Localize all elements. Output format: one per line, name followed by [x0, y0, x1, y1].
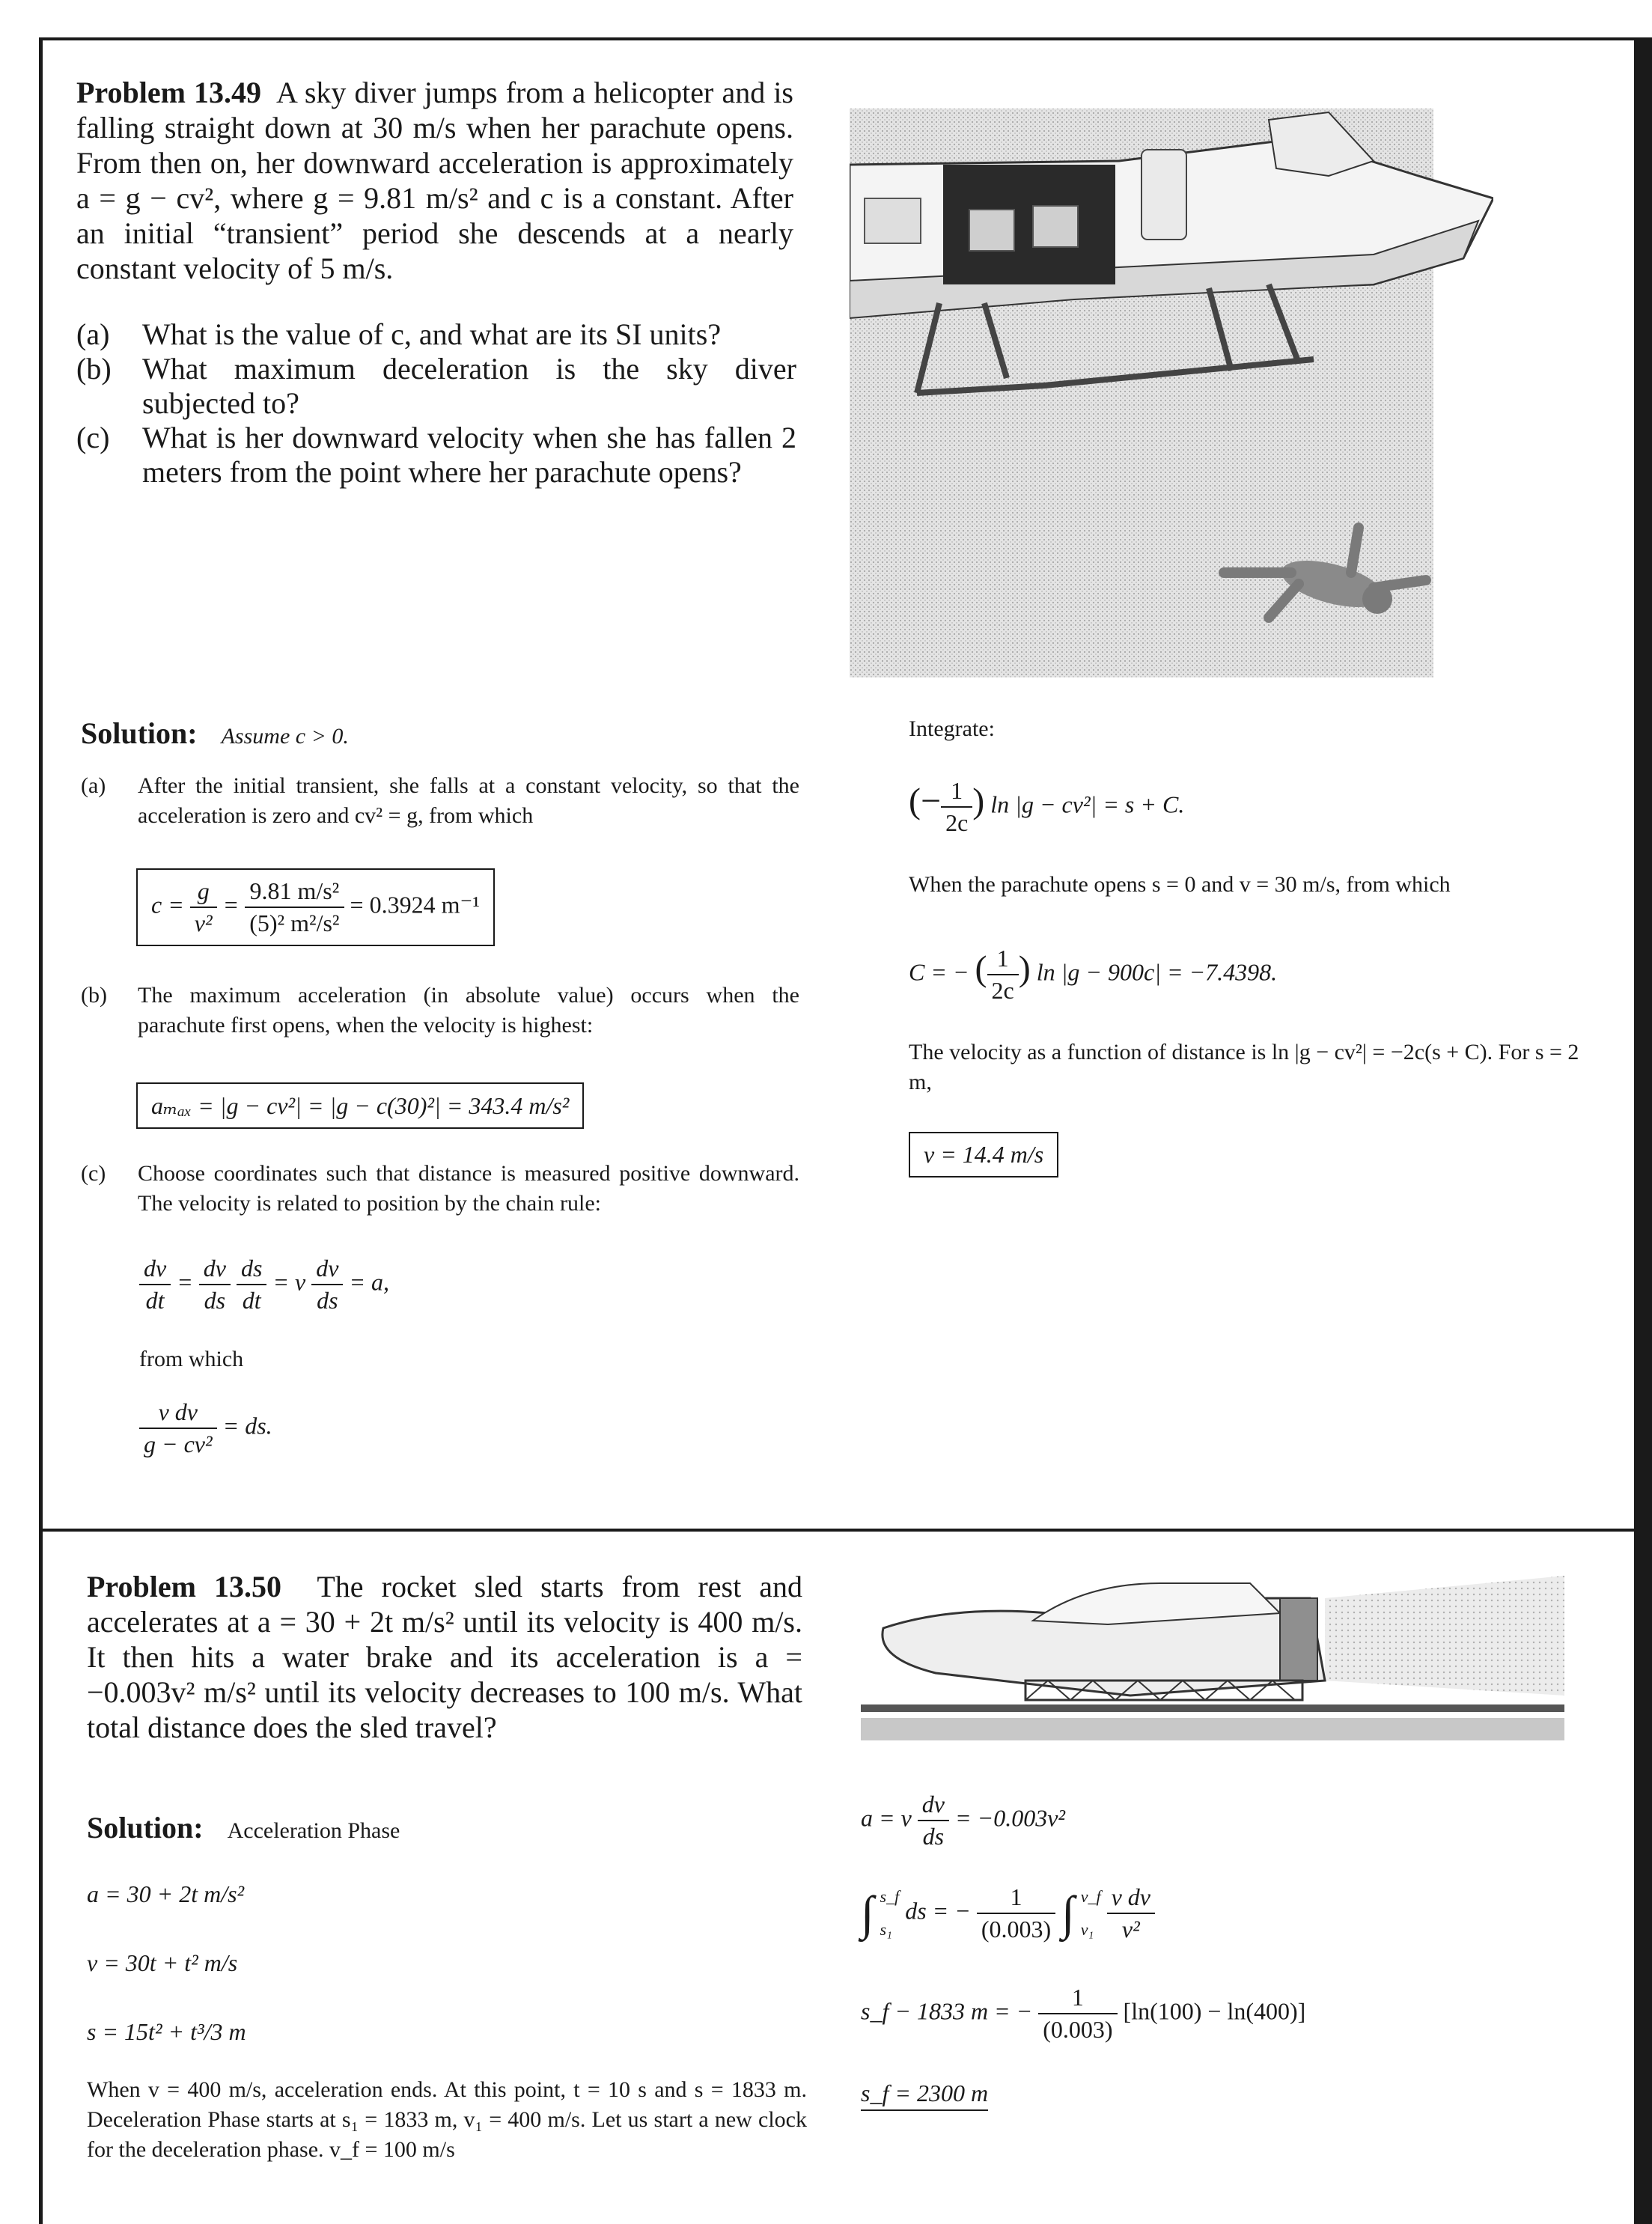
C-frac	[987, 945, 1019, 1005]
equation-deceleration	[861, 1791, 1065, 1850]
integral-den: (0.003)	[981, 1916, 1052, 1943]
solution-part-a	[81, 771, 799, 831]
solution-label-2: Solution:	[87, 1811, 204, 1844]
int-frac	[941, 777, 972, 837]
part-b-label: (b)	[81, 983, 107, 1008]
integral-limits-2	[1081, 1880, 1101, 1946]
equation-position: s = 15t² + t³/3 m	[87, 2018, 246, 2045]
part-a-label: (a)	[81, 773, 106, 798]
integral-lower-2: v₁	[1080, 1920, 1094, 1939]
integrate-label: Integrate:	[909, 716, 995, 741]
equation-amax-boxed	[136, 1082, 584, 1129]
chain-equals-2: =	[272, 1268, 290, 1296]
assumption-text: Assume c > 0.	[221, 724, 349, 749]
solution-part-c	[81, 1159, 799, 1219]
eq-c-result: = 0.3924 m⁻¹	[350, 891, 480, 918]
problem-divider	[39, 1529, 1652, 1532]
velocity-distance-text: The velocity as a function of distance is ln |g − cv²| = −2c(s + C). For s = 2 m,	[909, 1040, 1579, 1094]
eq-amax: aₘₐₓ = |g − cv²| = |g − c(30)²| = 343.4 m/s²	[151, 1092, 570, 1119]
rocket-exhaust	[1325, 1576, 1564, 1696]
decel-frac	[918, 1791, 949, 1850]
final-result: s_f = 2300 m	[861, 2080, 988, 2111]
chain-ds: ds	[204, 1287, 226, 1314]
eq-v: v = 14.4 m/s	[924, 1141, 1044, 1168]
rocket-engines	[1280, 1598, 1317, 1681]
sled-ground	[861, 1718, 1564, 1740]
equation-integral-result	[909, 777, 1184, 837]
solution-part-b	[81, 981, 799, 1041]
eq-c-f2-num: 9.81 m/s²	[245, 877, 344, 908]
problem-13-50-text: The rocket sled starts from rest and accelerates at a = 30 + 2t m/s² until its velocity is 400 m/s. It then hits a water brake and its acceleration is a = −0.003v² m/s² until its velocity decreases to 100 m/s. What total distance does the sled travel?	[87, 1570, 802, 1744]
integral-frac	[977, 1883, 1055, 1943]
question-b-text: What maximum deceleration is the sky diver subjected to?	[142, 352, 796, 420]
chain-frac-dvds-2	[311, 1255, 343, 1314]
part-c-label: (c)	[81, 1161, 106, 1186]
helicopter-window	[865, 198, 921, 243]
C-den: 2c	[991, 977, 1014, 1004]
solution-13-49-heading	[81, 716, 349, 751]
chain-tail: = a,	[349, 1268, 390, 1296]
integral-mid: ds = −	[905, 1897, 971, 1925]
integral-lower-1: s₁	[880, 1920, 892, 1939]
chain-dv: dv	[139, 1255, 171, 1285]
helicopter-window	[969, 210, 1014, 251]
part-b-text: The maximum acceleration (in absolute value) occurs when the parachute first opens, when the velocity is highest:	[138, 983, 799, 1038]
page-border-top	[39, 37, 1652, 40]
chain-frac-dvdt	[139, 1255, 171, 1314]
eq-c-fraction-2	[245, 877, 344, 937]
equation-chain-rule	[139, 1255, 389, 1314]
solution-label: Solution:	[81, 716, 198, 750]
integral-limits-1	[880, 1880, 900, 1946]
C-close-paren: )	[1018, 948, 1031, 989]
eq-c-f2-den: (5)² m²/s²	[249, 910, 340, 936]
C-lhs: C = −	[909, 958, 969, 986]
chain-dv-2: dv	[199, 1255, 231, 1285]
integrand-num: v dv	[1107, 1883, 1155, 1914]
integral-upper-2: v_f	[1080, 1887, 1101, 1906]
equation-final-result	[861, 2080, 988, 2107]
equation-velocity: v = 30t + t² m/s	[87, 1949, 238, 1976]
acceleration-ends-text: When v = 400 m/s, acceleration ends. At this point, t = 10 s and s = 1833 m. Deceleration Phase starts at s₁ = 1833 m, v₁ = 400 m/s. Let us start a new clock for the deceleration phase. v_f = 100 m/s	[87, 2077, 807, 2162]
problem-13-49-text: A sky diver jumps from a helicopter and is falling straight down at 30 m/s when her parachute opens. From then on, her downward acceleration is approximately a = g − cv², where g = 9.81 m/s² and c is a constant. After an initial “transient” period she descends at a nearly constant velocity of 5 m/s.	[76, 76, 793, 285]
eq-c-lhs: c =	[151, 891, 184, 918]
C-num: 1	[987, 945, 1019, 975]
problem-13-49-title: Problem 13.49	[76, 76, 262, 109]
chain-dt: dt	[145, 1287, 165, 1314]
chain-frac-dvds	[199, 1255, 231, 1314]
sep-frac	[139, 1398, 217, 1458]
question-b	[76, 352, 796, 421]
decel-tail: = −0.003v²	[955, 1804, 1065, 1832]
question-c-text: What is her downward velocity when she has fallen 2 meters from the point where her parachute opens?	[142, 421, 796, 489]
sep-den: g − cv²	[144, 1431, 213, 1457]
int-open-paren: (−	[909, 781, 942, 821]
decel-num: dv	[918, 1791, 949, 1821]
sf-num: 1	[1038, 1984, 1117, 2014]
question-a	[76, 317, 796, 352]
integrand-den: v²	[1121, 1916, 1140, 1943]
question-c	[76, 421, 796, 490]
eq-c-f1-num: g	[190, 877, 217, 908]
solution-13-50-heading	[87, 1810, 400, 1845]
helicopter-door	[1142, 150, 1186, 240]
int-tail: ln |g − cv²| = s + C.	[990, 790, 1185, 818]
helicopter-skydiver-illustration	[850, 94, 1493, 677]
question-c-label: (c)	[76, 421, 110, 454]
phase-label: Acceleration Phase	[227, 1818, 400, 1843]
sf-lhs: s_f − 1833 m = −	[861, 1997, 1033, 2025]
sf-tail: [ln(100) − ln(400)]	[1123, 1997, 1306, 2025]
part-c-text: Choose coordinates such that distance is measured positive downward. The velocity is related to position by the chain rule:	[138, 1161, 799, 1216]
problem-13-50-title: Problem 13.50	[87, 1570, 281, 1603]
eq-c-equals: =	[222, 891, 240, 918]
problem-13-49-statement	[76, 75, 793, 286]
C-tail: ln |g − 900c| = −7.4398.	[1036, 958, 1278, 986]
chute-opens-text: When the parachute opens s = 0 and v = 30 m/s, from which	[909, 872, 1451, 897]
equation-constant-C	[909, 945, 1277, 1005]
equation-acceleration: a = 30 + 2t m/s²	[87, 1880, 245, 1907]
sep-tail: = ds.	[222, 1412, 272, 1439]
problem-13-50-statement	[87, 1569, 802, 1745]
integral-num: 1	[977, 1883, 1055, 1914]
equation-c-boxed	[136, 868, 495, 946]
chain-frac-dsdt	[237, 1255, 266, 1314]
sled-rail	[861, 1704, 1564, 1712]
equation-integral	[861, 1880, 1155, 1946]
equation-separated	[139, 1398, 272, 1458]
sf-den: (0.003)	[1043, 2016, 1113, 2043]
question-b-label: (b)	[76, 352, 112, 386]
eq-c-f1-den: v²	[194, 910, 213, 936]
equation-velocity-boxed	[909, 1132, 1058, 1177]
decel-lhs: a = v	[861, 1804, 912, 1832]
equation-sf	[861, 1984, 1305, 2044]
from-which-text: from which	[139, 1347, 244, 1371]
question-a-label: (a)	[76, 317, 110, 351]
part-a-text: After the initial transient, she falls at a constant velocity, so that the acceleration is zero and cv² = g, from which	[138, 773, 799, 828]
chain-v: v	[295, 1268, 306, 1296]
chain-equals-1: =	[177, 1268, 193, 1296]
integrand-frac	[1107, 1883, 1155, 1943]
chain-dv-3: dv	[311, 1255, 343, 1285]
int-num: 1	[941, 777, 972, 808]
C-open-paren: (	[975, 948, 987, 989]
page-border-left	[39, 37, 43, 2224]
chain-dt-2: dt	[242, 1287, 261, 1314]
integral-sign-1: ∫	[861, 1886, 874, 1940]
page-border-right	[1634, 37, 1652, 2224]
chain-ds-3: ds	[317, 1287, 338, 1314]
eq-c-fraction-1	[190, 877, 217, 937]
sep-num: v dv	[139, 1398, 217, 1429]
int-den: 2c	[945, 809, 969, 836]
question-a-text: What is the value of c, and what are its SI units?	[142, 317, 722, 351]
rocket-sled-illustration	[861, 1568, 1564, 1763]
sf-frac	[1038, 1984, 1117, 2044]
helicopter-window	[1033, 206, 1078, 247]
integral-sign-2: ∫	[1061, 1886, 1075, 1940]
problem-13-49-questions	[76, 317, 796, 490]
int-close-paren: )	[972, 781, 985, 821]
integral-upper-1: s_f	[880, 1887, 900, 1906]
chain-ds-2: ds	[237, 1255, 266, 1285]
decel-den: ds	[922, 1823, 945, 1850]
